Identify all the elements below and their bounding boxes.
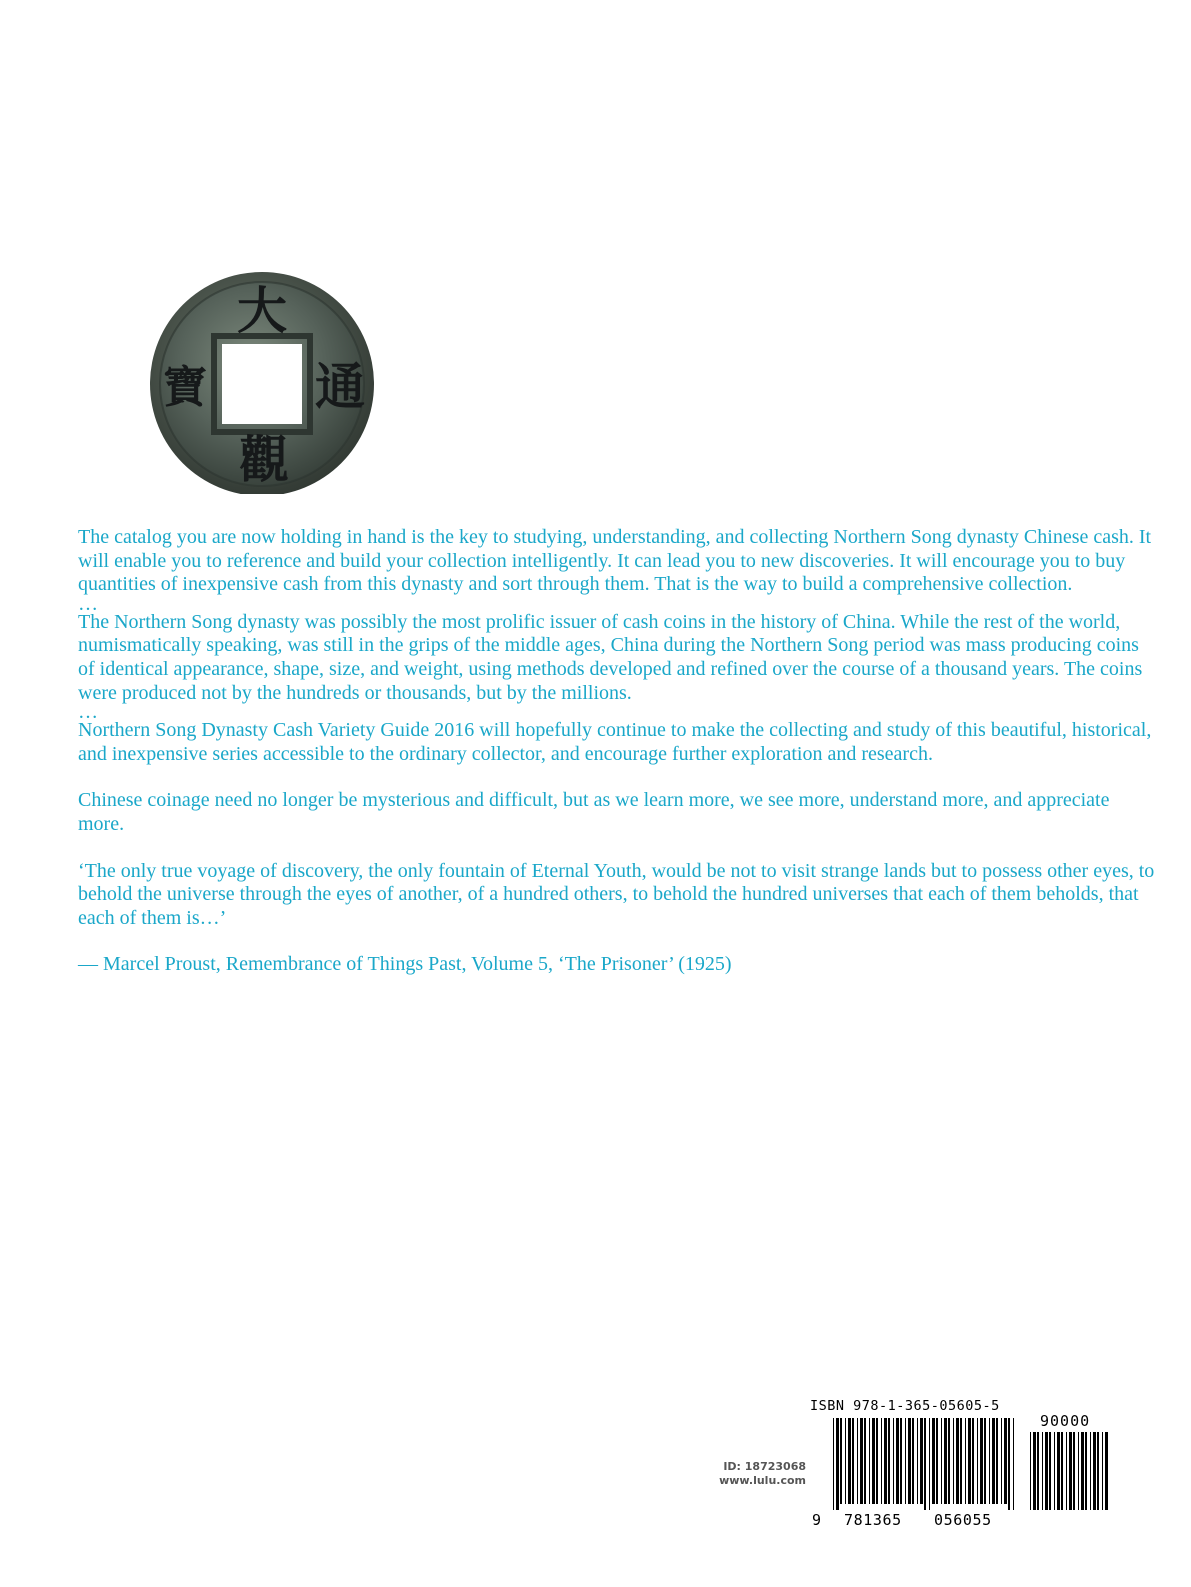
ellipsis-separator: … bbox=[78, 701, 98, 724]
ean-right-digits: 056055 bbox=[934, 1511, 992, 1529]
coin-char-right: 通 bbox=[315, 357, 365, 416]
barcode-bar bbox=[1061, 1432, 1063, 1510]
barcode-bar bbox=[956, 1418, 959, 1504]
barcode-bar bbox=[953, 1418, 954, 1504]
paragraph-guide: Northern Song Dynasty Cash Variety Guide 2016 will hopefully continue to make the collecting and study of this beautiful, historical, and inexpensive series accessible to the ordinary collector, and encourage further exploration and research. bbox=[78, 719, 1152, 765]
barcode-bar bbox=[884, 1418, 887, 1504]
barcode-bar bbox=[864, 1418, 866, 1504]
barcode-bar bbox=[857, 1418, 858, 1504]
barcode-bar bbox=[917, 1418, 918, 1504]
barcode-bar bbox=[905, 1418, 906, 1504]
paragraph-attribution: — Marcel Proust, Remembrance of Things Past, Volume 5, ‘The Prisoner’ (1925) bbox=[78, 953, 732, 976]
barcode-bar bbox=[1097, 1432, 1099, 1510]
barcode-bar bbox=[845, 1418, 846, 1504]
barcode-bar bbox=[1001, 1418, 1002, 1504]
barcode-bar bbox=[1102, 1432, 1103, 1510]
barcode-bar bbox=[896, 1418, 899, 1504]
barcode-bar bbox=[1008, 1418, 1010, 1510]
barcode-bar bbox=[932, 1418, 935, 1504]
barcode-bar bbox=[1066, 1432, 1067, 1510]
barcode-bar bbox=[944, 1418, 947, 1504]
coin-svg bbox=[144, 272, 380, 494]
ean-first-digit: 9 bbox=[812, 1511, 822, 1529]
barcode-bar bbox=[948, 1418, 950, 1504]
barcode-bar bbox=[924, 1418, 926, 1510]
barcode-bar bbox=[1069, 1432, 1072, 1510]
barcode-bar bbox=[836, 1418, 839, 1510]
barcode-bar bbox=[908, 1418, 911, 1504]
barcode-bar bbox=[881, 1418, 882, 1504]
barcode-bar bbox=[912, 1418, 914, 1504]
barcode-bar bbox=[840, 1418, 842, 1504]
barcode-bar bbox=[980, 1418, 983, 1504]
barcode-bar bbox=[984, 1418, 986, 1504]
barcode-bar bbox=[1054, 1432, 1055, 1510]
barcode-bar bbox=[848, 1418, 851, 1504]
barcode-bar bbox=[1085, 1432, 1087, 1510]
barcode-bar bbox=[876, 1418, 878, 1504]
barcode-bar bbox=[888, 1418, 890, 1504]
barcode-bar bbox=[1037, 1432, 1039, 1510]
barcode-bar bbox=[893, 1418, 894, 1504]
barcode-bar bbox=[1030, 1432, 1031, 1510]
barcode-bar bbox=[1093, 1432, 1096, 1510]
barcode-bar bbox=[1033, 1432, 1036, 1510]
coin-char-left: 寶 bbox=[163, 362, 207, 413]
barcode-bar bbox=[972, 1418, 974, 1504]
barcode-bar bbox=[1105, 1432, 1108, 1510]
barcode-bar bbox=[929, 1418, 930, 1510]
barcode-bar bbox=[1045, 1432, 1048, 1510]
barcode-bar bbox=[977, 1418, 978, 1504]
barcode-bar bbox=[965, 1418, 966, 1504]
barcode-bar bbox=[920, 1418, 923, 1504]
barcode-main bbox=[833, 1418, 1025, 1510]
barcode-bar bbox=[960, 1418, 962, 1504]
barcode-bar bbox=[989, 1418, 990, 1504]
barcode-bar bbox=[872, 1418, 875, 1504]
barcode-bar bbox=[968, 1418, 971, 1504]
isbn-label: ISBN 978-1-365-05605-5 bbox=[810, 1398, 1000, 1414]
barcode-bar bbox=[1090, 1432, 1091, 1510]
barcode-bar bbox=[860, 1418, 863, 1504]
price-code: 90000 bbox=[1040, 1412, 1091, 1430]
barcode-bar bbox=[1004, 1418, 1007, 1504]
barcode-bar bbox=[1042, 1432, 1043, 1510]
barcode-bar bbox=[900, 1418, 902, 1504]
barcode-bar bbox=[1078, 1432, 1079, 1510]
paragraph-coinage: Chinese coinage need no longer be mysterious and difficult, but as we learn more, we see more, understand more, and appreciate more. bbox=[78, 789, 1110, 835]
barcode-bar bbox=[833, 1418, 834, 1510]
coin-image bbox=[144, 272, 380, 494]
publisher-id: ID: 18723068 bbox=[723, 1460, 806, 1473]
paragraph-quote: ‘The only true voyage of discovery, the only fountain of Eternal Youth, would be not to visit strange lands but to possess other eyes, to behold the universe through the eyes of another, of a hundred others, to behold the hundred universes that each of them beholds, that each of them is…’ bbox=[78, 859, 1155, 929]
paragraph-history: The Northern Song dynasty was possibly the most prolific issuer of cash coins in the history of China. While the rest of the world, numismatically speaking, was still in the grips of the middle ages, China during the Northern Song period was mass producing coins of identical appearance, shape, size, and weight, using methods developed and refined over the course of a thousand years. The coins were produced not by the hundreds or thousands, but by the millions. bbox=[78, 610, 1143, 704]
barcode-bar bbox=[1081, 1432, 1084, 1510]
paragraph-intro: The catalog you are now holding in hand is the key to studying, understanding, and collecting Northern Song dynasty Chinese cash. It will enable you to reference and build your collection intelligently. It can lead you to new discoveries. It will encourage you to buy quantities of inexpensive cash from this dynasty and sort through them. That is the way to build a comprehensive collection. bbox=[78, 526, 1152, 596]
coin-square-hole bbox=[222, 344, 302, 424]
barcode-addon bbox=[1030, 1432, 1110, 1510]
back-cover-text bbox=[78, 526, 1158, 977]
publisher-website: www.lulu.com bbox=[719, 1474, 806, 1487]
barcode-bar bbox=[852, 1418, 854, 1504]
barcode-bar bbox=[1013, 1418, 1014, 1510]
ean-left-digits: 781365 bbox=[844, 1511, 902, 1529]
barcode-bar bbox=[992, 1418, 995, 1504]
barcode-bar bbox=[941, 1418, 942, 1504]
coin-char-bottom: 觀 bbox=[239, 430, 289, 489]
barcode-bar bbox=[936, 1418, 938, 1504]
publisher-info bbox=[696, 1460, 806, 1488]
ellipsis-separator: … bbox=[78, 592, 98, 615]
coin-char-top: 大 bbox=[237, 281, 287, 340]
barcode-bar bbox=[1073, 1432, 1075, 1510]
barcode-bar bbox=[1049, 1432, 1051, 1510]
barcode-bar bbox=[996, 1418, 998, 1504]
barcode-bar bbox=[869, 1418, 870, 1504]
barcode-bar bbox=[1057, 1432, 1060, 1510]
